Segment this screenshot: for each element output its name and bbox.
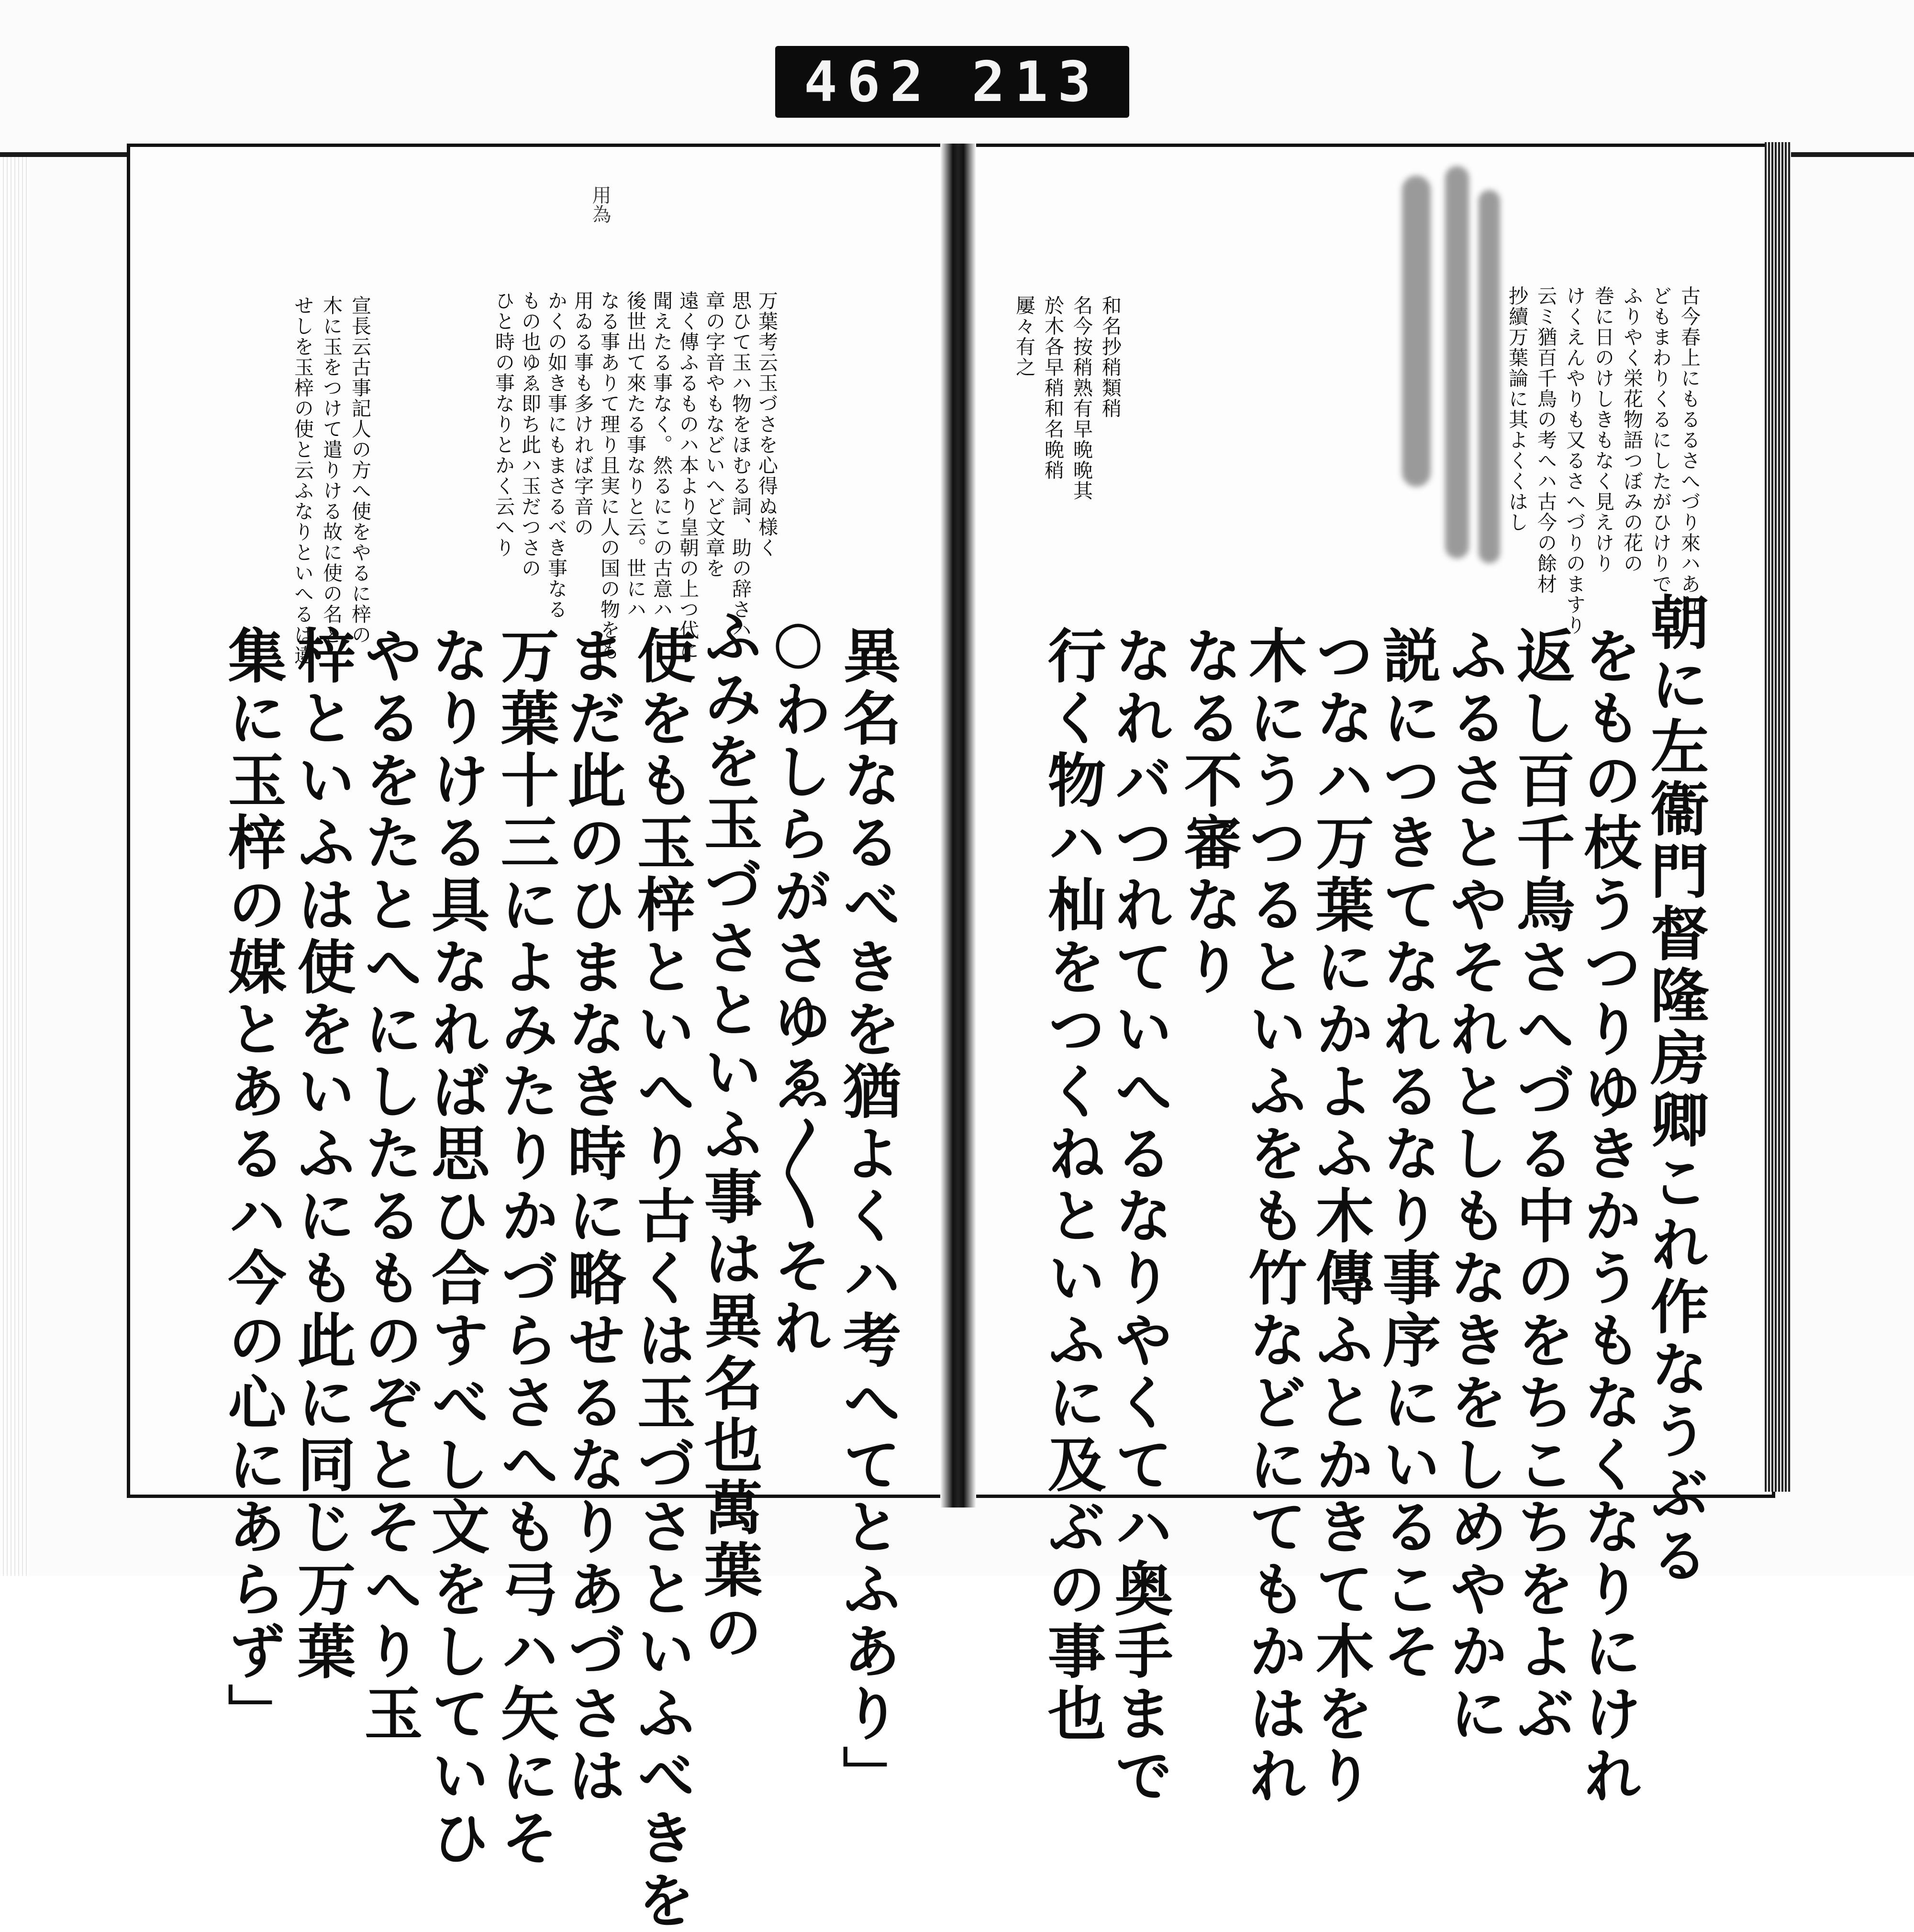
note-line: 和名抄稍類稍 bbox=[1099, 295, 1122, 419]
note-line: なる事ありて理り且実に人の国の物をも bbox=[597, 290, 620, 661]
frame-number-left: 462 bbox=[804, 49, 933, 114]
note-line: かくの如き事にもまさるべき事なる bbox=[545, 290, 568, 620]
note-line: 用ゐる事も多ければ字音の bbox=[571, 290, 594, 537]
note-line: 屢々有之 bbox=[1013, 295, 1035, 378]
note-line: 万葉考云玉づさを心得ぬ様く bbox=[755, 290, 778, 558]
note-line: 古今春上にもるるさへづり來ハあれ bbox=[1678, 286, 1701, 615]
page-stack-edge bbox=[1765, 142, 1791, 1492]
note-line: 思ひて玉ハ物をほむる詞、助の辞さハ bbox=[729, 290, 752, 640]
note-line: 於木各早稍和名晩稍 bbox=[1041, 295, 1064, 480]
note-line: 名今按稍熟有早晩晩其 bbox=[1070, 295, 1093, 501]
note-line: 巻に日のけしきもなく見えけり bbox=[1591, 286, 1614, 574]
frame-number-label bbox=[775, 46, 1129, 118]
adjacent-page-edge bbox=[0, 152, 29, 1576]
main-text-line: なれバつれていへるなりやくてハ奥手まで bbox=[1105, 625, 1174, 1808]
main-text-line: 朝に左衞門督隆房卿これ作なうぶる bbox=[1641, 592, 1710, 1587]
main-text-line: やるをたとへにしたるものぞとそへり玉 bbox=[355, 625, 423, 1745]
main-text-line: 万葉十三によみたりかづらさへも弓ハ矢にそ bbox=[491, 625, 560, 1870]
note-line: せしを玉梓の使と云ふなりといへるは違 bbox=[291, 295, 314, 666]
main-text-line: 返し百千鳥さへづる中のをちこちをよぶ bbox=[1507, 625, 1576, 1745]
main-text-line: ○わしらがさゆゑ〳〵それ bbox=[764, 606, 833, 1360]
main-text-line: 使をも玉梓といへり古くは玉づさといふべきを bbox=[627, 625, 696, 1932]
main-text-line: 異名なるべきを猶よくハ考へてとふあり」 bbox=[833, 625, 902, 1808]
main-text-line: なりける具なれば思ひ合すべし文をしていひ bbox=[422, 625, 490, 1870]
main-text-line: ふみを玉づさといふ事は異名也萬葉の bbox=[694, 606, 763, 1664]
note-line: どもまわりくるにしたがひけりで bbox=[1649, 286, 1672, 594]
note-line: 章の字音やもなどいへど文章を bbox=[702, 290, 725, 579]
left-page bbox=[127, 144, 957, 1932]
note-line: 宣長云古事記人の方へ使をやるに梓の bbox=[348, 295, 371, 645]
book-gutter bbox=[940, 144, 976, 1508]
right-page bbox=[962, 144, 1775, 1808]
note-line: けくえんやりも又るさへづりのますり bbox=[1563, 286, 1586, 636]
main-text-line: をもの枝うつりゆきかうもなくなりにけれ bbox=[1574, 625, 1643, 1808]
main-text-line: 木にうつるといふをも竹などにてもかはれ bbox=[1239, 625, 1308, 1808]
note-line: ひと時の事なりとかく云へり bbox=[492, 290, 515, 558]
main-text-line: つなハ万葉にかよふ木傳ふとかきて木をり bbox=[1306, 625, 1375, 1808]
note-line: もの也ゆゑ即ち此ハ玉だつさの bbox=[518, 290, 541, 579]
main-text-line: 梓といふは使をいふにも此に同じ万葉 bbox=[288, 625, 356, 1683]
main-text-line: なる不審なり bbox=[1174, 625, 1243, 999]
ink-smudge bbox=[1445, 166, 1469, 558]
note-line: 後世出て來たる事なりと云。世にハ bbox=[623, 290, 646, 620]
note-block-d bbox=[995, 295, 1120, 678]
main-text-line: 行く物ハ杣をつくねといふに及ぶの事也 bbox=[1038, 625, 1107, 1745]
margin-mark: 用為 bbox=[589, 185, 611, 223]
note-line: 聞えたる事なく。然るにこの古意ハ bbox=[650, 290, 673, 620]
note-line: 抄續万葉論に其よくくはし bbox=[1505, 286, 1528, 533]
ink-smudge bbox=[1402, 176, 1431, 487]
main-text-line: 集に玉梓の媒とあるハ今の心にあらず」 bbox=[218, 625, 287, 1745]
main-text-line: ふるさとやそれとしもなきをしめやかに bbox=[1440, 625, 1509, 1745]
main-text-line: 説につきてなれるなり事序にいるこそ bbox=[1373, 625, 1442, 1683]
main-text-line: まだ此のひまなき時に略せるなりあづさは bbox=[558, 625, 627, 1808]
note-line: 木に玉をつけて遣りける故に使の名と bbox=[320, 295, 343, 645]
note-line: 云ミ猶百千鳥の考へハ古今の餘材 bbox=[1534, 286, 1557, 594]
note-line: ふりやく栄花物語つぼみの花の bbox=[1620, 286, 1643, 574]
note-line: 遠く傳ふるものハ本より皇朝の上つ代に bbox=[676, 290, 699, 661]
frame-number-right: 213 bbox=[971, 49, 1101, 114]
open-book bbox=[120, 144, 1775, 1932]
